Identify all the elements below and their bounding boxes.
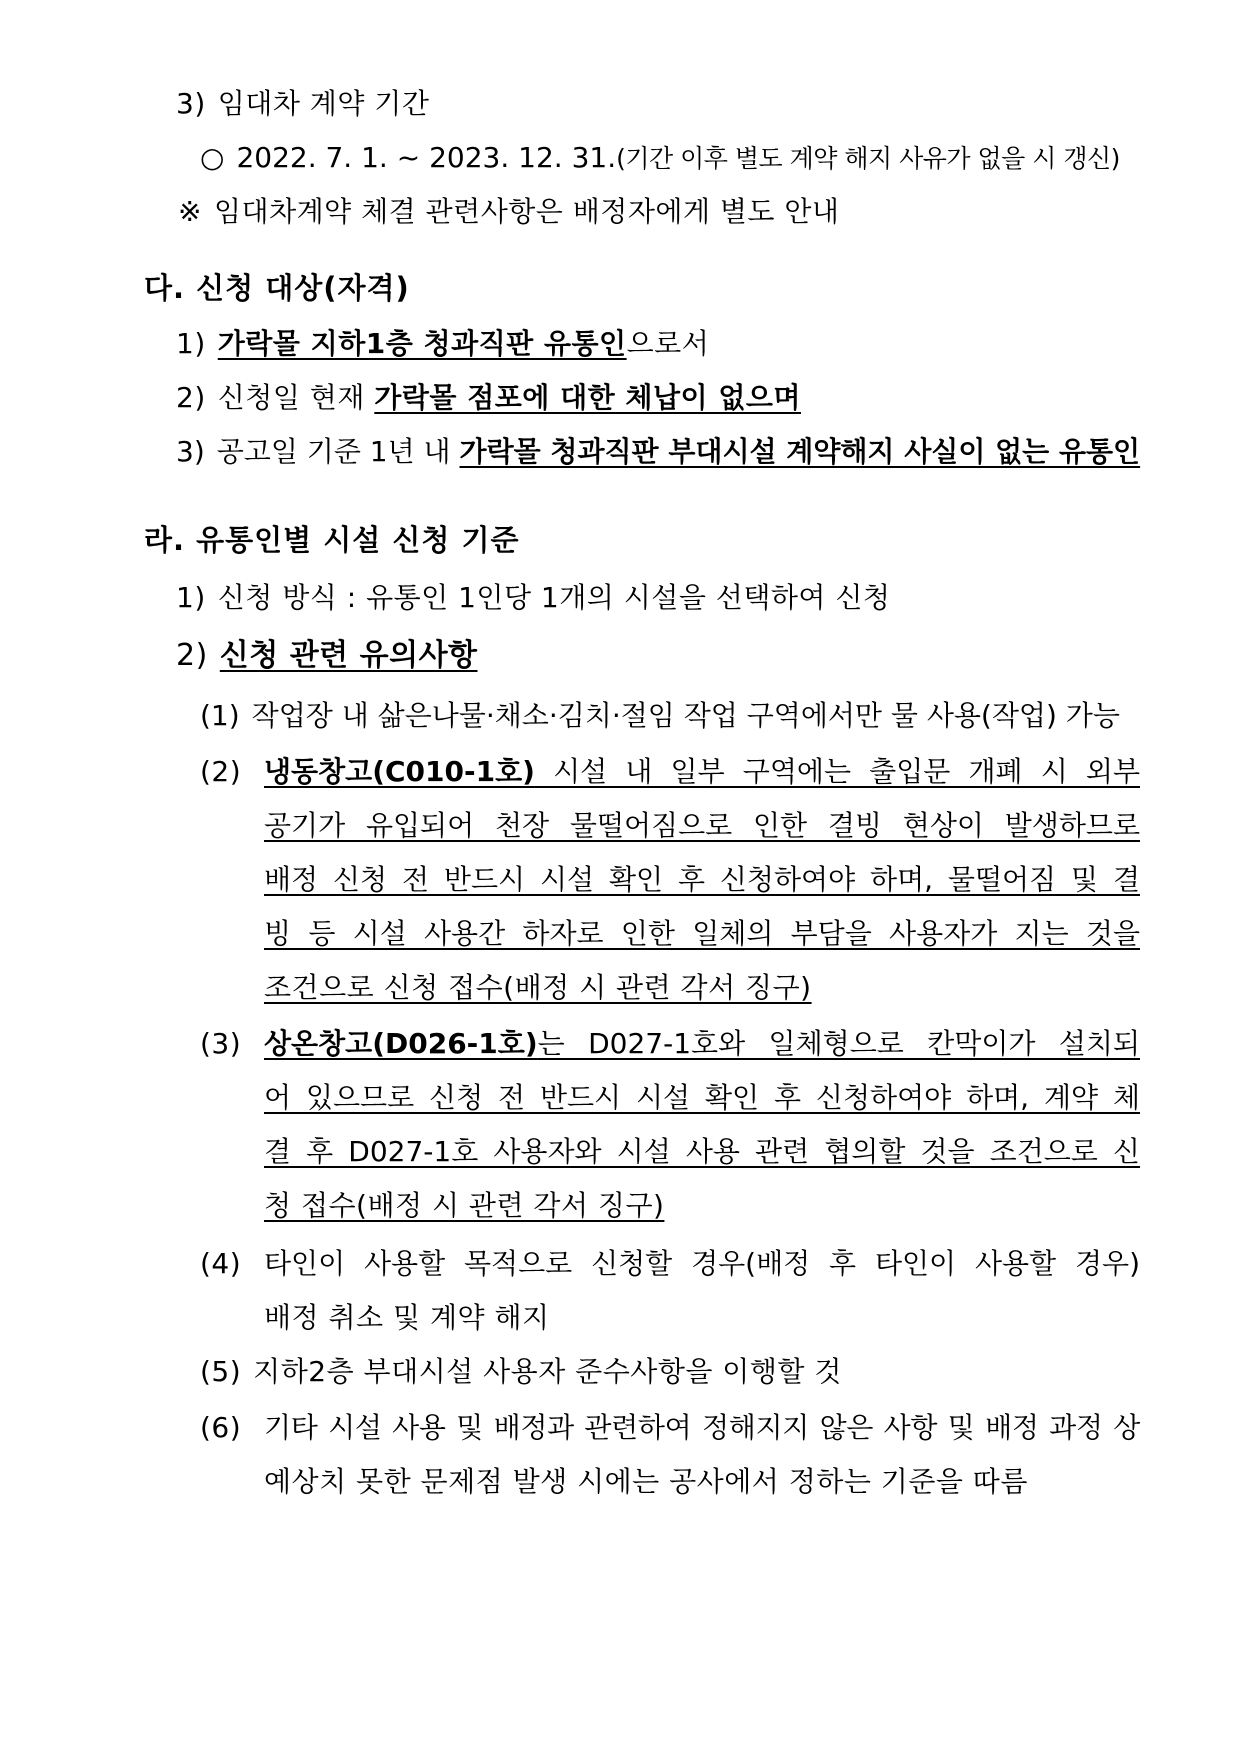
eligibility-item-3-bold: 가락몰 청과직판 부대시설 계약해지 사실이 없는 유통인: [459, 435, 1141, 468]
note-2-bold: 냉동창고(C010-1호): [264, 755, 535, 788]
bullet-icon: ○: [200, 141, 225, 174]
period-dates-line: [200, 138, 1120, 179]
criteria-item-1-text: 신청 방식 : 유통인 1인당 1개의 시설을 선택하여 신청: [217, 581, 891, 614]
note-1: [200, 696, 1120, 736]
criteria-item-2-title: 신청 관련 유의사항: [219, 638, 478, 673]
eligibility-item-3: [176, 432, 1140, 472]
eligibility-item-1-bold: 가락몰 지하1층 청과직판 유통인: [217, 327, 627, 360]
period-title-line: [176, 84, 429, 124]
note-3-number: (3): [200, 1027, 242, 1060]
eligibility-item-3-prefix: 공고일 기준 1년 내: [216, 435, 460, 468]
note-6-line-2: 예상치 못한 문제점 발생 시에는 공사에서 정하는 기준을 따름: [264, 1465, 1028, 1498]
period-note-line: [178, 192, 839, 232]
note-2-number: (2): [200, 755, 242, 788]
note-5-text: 지하2층 부대시설 사용자 준수사항을 이행할 것: [253, 1355, 842, 1388]
note-4-line-2: 배정 취소 및 계약 해지: [264, 1301, 550, 1334]
eligibility-item-2-number: 2): [176, 381, 206, 414]
eligibility-item-2: [176, 378, 801, 418]
period-title: 임대차 계약 기간: [217, 87, 430, 120]
eligibility-item-1-number: 1): [176, 327, 206, 360]
note-6-number: (6): [200, 1411, 242, 1444]
note-3-bold: 상온창고(D026-1호): [264, 1027, 538, 1060]
note-2-line-1-text: 시설 내 일부 구역에는 출입문 개폐 시 외부: [534, 755, 1140, 788]
eligibility-item-2-prefix: 신청일 현재: [217, 381, 375, 414]
criteria-item-2-number: 2): [176, 638, 208, 673]
period-note: 임대차계약 체결 관련사항은 배정자에게 별도 안내: [213, 195, 840, 228]
note-5-number: (5): [200, 1355, 242, 1388]
note-3-line-2: 어 있으므로 신청 전 반드시 시설 확인 후 신청하여야 하며, 계약 체: [264, 1081, 1140, 1114]
note-3-line-1-text: 는 D027-1호와 일체형으로 칸막이가 설치되: [537, 1027, 1140, 1060]
note-4-line-1: 타인이 사용할 목적으로 신청할 경우(배정 후 타인이 사용할 경우): [264, 1247, 1140, 1280]
note-1-number: (1): [200, 699, 240, 732]
eligibility-heading: 다. 신청 대상(자격): [144, 271, 410, 305]
note-5: [200, 1352, 842, 1392]
period-dates: 2022. 7. 1. ~ 2023. 12. 31.: [236, 141, 617, 174]
eligibility-item-3-number: 3): [176, 435, 205, 468]
note-2-line-5: 조건으로 신청 접수(배정 시 관련 각서 징구): [264, 971, 812, 1004]
note-2-line-4: 빙 등 시설 사용간 하자로 인한 일체의 부담을 사용자가 지는 것을: [264, 917, 1140, 950]
note-1-text: 작업장 내 삶은나물·채소·김치·절임 작업 구역에서만 물 사용(작업) 가능: [251, 699, 1120, 732]
note-3-line-1: [264, 1024, 1140, 1064]
criteria-item-1-number: 1): [176, 581, 206, 614]
note-2-line-2: 공기가 유입되어 천장 물떨어짐으로 인한 결빙 현상이 발생하므로: [264, 809, 1140, 842]
period-number: 3): [176, 87, 206, 120]
note-4-number: (4): [200, 1247, 242, 1280]
note-2-line-1: [264, 752, 1140, 792]
eligibility-item-1: [176, 324, 709, 364]
note-2-line-3: 배정 신청 전 반드시 시설 확인 후 신청하여야 하며, 물떨어짐 및 결: [264, 863, 1140, 896]
criteria-item-2: [176, 636, 478, 676]
note-3-line-3: 결 후 D027-1호 사용자와 시설 사용 관련 협의할 것을 조건으로 신: [264, 1135, 1140, 1168]
criteria-heading: 라. 유통인별 시설 신청 기준: [144, 523, 520, 557]
eligibility-item-2-bold: 가락몰 점포에 대한 체납이 없으며: [374, 381, 801, 414]
criteria-item-1: [176, 578, 890, 618]
reference-mark-icon: ※: [178, 195, 202, 228]
eligibility-item-1-suffix: 으로서: [626, 327, 710, 360]
note-6-line-1: 기타 시설 사용 및 배정과 관련하여 정해지지 않은 사항 및 배정 과정 상: [264, 1411, 1140, 1444]
period-dates-note: (기간 이후 별도 계약 해지 사유가 없을 시 갱신): [616, 144, 1120, 173]
note-3-line-4: 청 접수(배정 시 관련 각서 징구): [264, 1189, 665, 1222]
